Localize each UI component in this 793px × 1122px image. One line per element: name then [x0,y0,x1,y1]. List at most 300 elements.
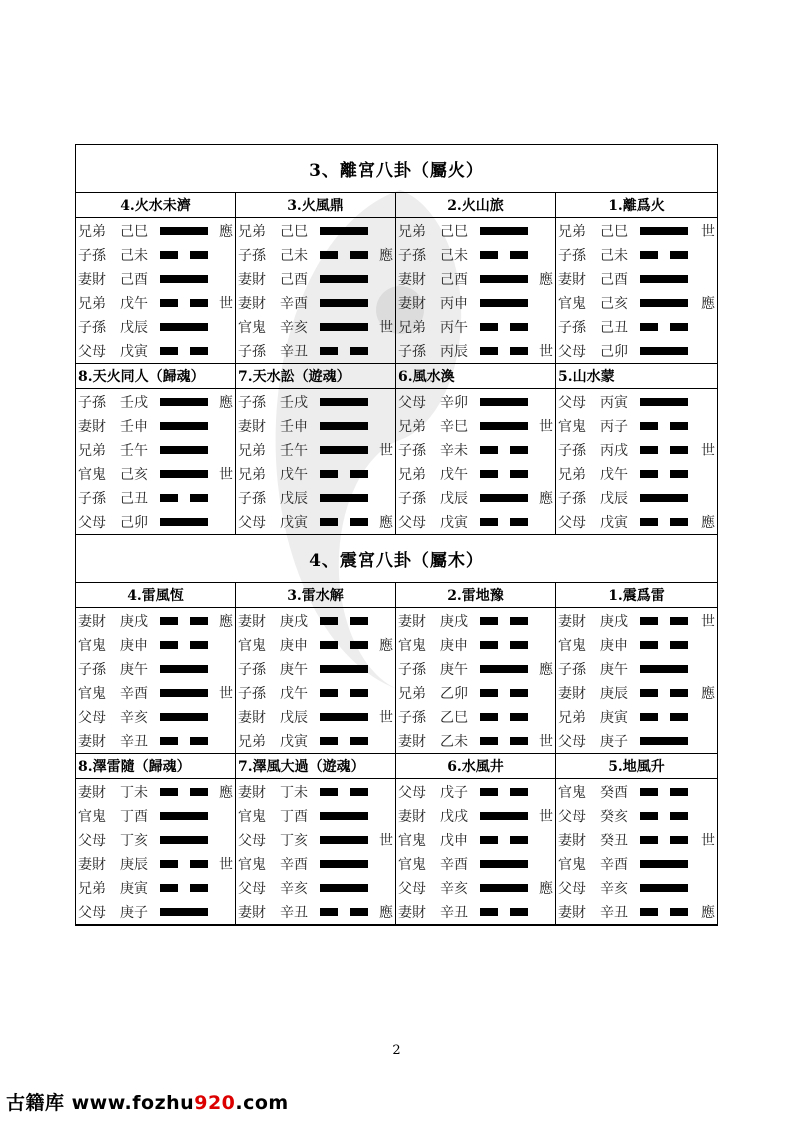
yao-line [396,729,555,753]
yao-line [396,390,555,414]
stem-branch: 辛亥 [600,881,628,897]
yao-line [556,219,717,243]
stem-branch: 戊辰 [600,491,628,507]
yin-line-symbol [480,641,528,649]
stem-branch: 己丑 [120,491,148,507]
yin-line-symbol [640,788,688,796]
yao-line [556,390,717,414]
hexagram-cell [556,754,717,925]
yao-line [556,609,717,633]
yao-line [556,462,717,486]
stem-branch: 庚申 [280,638,308,654]
stem-branch: 丁未 [280,785,308,801]
hexagram-cell [76,193,236,364]
yin-line-symbol [320,347,368,355]
six-relation: 兄弟 [398,686,426,702]
six-relation: 官鬼 [78,467,106,483]
six-relation: 子孫 [238,686,266,702]
six-relation: 官鬼 [558,419,586,435]
yao-line [396,291,555,315]
stem-branch: 己丑 [600,320,628,336]
stem-branch: 戊寅 [600,515,628,531]
yao-line [396,414,555,438]
stem-branch: 己未 [440,248,468,264]
yang-line-symbol [480,275,528,283]
six-relation: 父母 [238,515,266,531]
stem-branch: 辛酉 [280,296,308,312]
yin-line-symbol [480,788,528,796]
six-relation: 兄弟 [398,467,426,483]
stem-branch: 戊寅 [280,515,308,531]
yao-line [396,438,555,462]
yang-line-symbol [640,347,688,355]
six-relation: 子孫 [558,248,586,264]
shi-ying-mark: 應 [539,272,553,288]
yao-line [236,633,395,657]
yao-line [76,339,235,363]
shi-ying-mark: 世 [701,833,715,849]
six-relation: 父母 [558,734,586,750]
stem-branch: 庚午 [280,662,308,678]
six-relation: 子孫 [78,395,106,411]
yao-line [396,219,555,243]
stem-branch: 戊午 [600,467,628,483]
stem-branch: 庚辰 [600,686,628,702]
yao-line [76,267,235,291]
six-relation: 兄弟 [78,296,106,312]
yao-line [396,876,555,900]
six-relation: 父母 [78,905,106,921]
yin-line-symbol [640,422,688,430]
yin-line-symbol [480,518,528,526]
stem-branch: 己卯 [600,344,628,360]
six-relation: 兄弟 [558,710,586,726]
hexagram-cell [76,583,236,754]
hexagram-sheet [75,144,718,926]
stem-branch: 癸酉 [600,785,628,801]
yao-line [76,486,235,510]
six-relation: 子孫 [398,344,426,360]
yao-line [236,900,395,924]
shi-ying-mark: 應 [219,395,233,411]
shi-ying-mark: 應 [379,638,393,654]
six-relation: 官鬼 [78,638,106,654]
yao-line [396,609,555,633]
yao-line [76,876,235,900]
yao-line [396,633,555,657]
yao-line [76,219,235,243]
yin-line-symbol [480,470,528,478]
yao-line [76,633,235,657]
yao-line [76,828,235,852]
stem-branch: 丁未 [120,785,148,801]
yao-line [396,780,555,804]
six-relation: 妻財 [78,857,106,873]
six-relation: 父母 [398,395,426,411]
shi-ying-mark: 應 [379,248,393,264]
stem-branch: 丙寅 [600,395,628,411]
yang-line-symbol [640,299,688,307]
six-relation: 子孫 [398,491,426,507]
yang-line-symbol [640,860,688,868]
stem-branch: 庚戌 [120,614,148,630]
yin-line-symbol [320,788,368,796]
section-title: 4、震宮八卦（屬木） [76,535,717,583]
hexagram-grid [76,583,717,925]
six-relation: 兄弟 [78,443,106,459]
yin-line-symbol [160,860,208,868]
yin-line-symbol [480,713,528,721]
six-relation: 官鬼 [558,785,586,801]
six-relation: 妻財 [558,833,586,849]
stem-branch: 癸丑 [600,833,628,849]
yang-line-symbol [480,422,528,430]
six-relation: 子孫 [238,662,266,678]
stem-branch: 己亥 [600,296,628,312]
stem-branch: 庚申 [600,638,628,654]
six-relation: 子孫 [78,662,106,678]
yang-line-symbol [480,227,528,235]
stem-branch: 壬戌 [120,395,148,411]
yang-line-symbol [160,398,208,406]
hexagram-name: 6.水風井 [396,754,555,779]
six-relation: 子孫 [398,710,426,726]
yang-line-symbol [160,470,208,478]
yao-line [76,510,235,534]
yao-line [76,705,235,729]
yang-line-symbol [160,713,208,721]
six-relation: 官鬼 [398,857,426,873]
yao-line [236,339,395,363]
yang-line-symbol [160,689,208,697]
yin-line-symbol [160,494,208,502]
yang-line-symbol [320,713,368,721]
stem-branch: 庚午 [120,662,148,678]
shi-ying-mark: 應 [539,662,553,678]
yin-line-symbol [160,251,208,259]
hexagram-name: 7.天水訟（遊魂） [236,364,395,389]
yao-line [556,705,717,729]
yin-line-symbol [480,446,528,454]
six-relation: 妻財 [398,809,426,825]
yao-line [236,315,395,339]
shi-ying-mark: 世 [701,224,715,240]
yang-line-symbol [320,884,368,892]
yin-line-symbol [480,323,528,331]
shi-ying-mark: 應 [701,515,715,531]
six-relation: 父母 [238,833,266,849]
hexagram-cell [76,754,236,925]
yang-line-symbol [640,494,688,502]
six-relation: 妻財 [238,272,266,288]
hexagram-name: 5.地風升 [556,754,717,779]
yin-line-symbol [640,641,688,649]
yao-line [556,804,717,828]
footer-number: 920 [194,1092,236,1114]
stem-branch: 壬午 [280,443,308,459]
six-relation: 父母 [558,344,586,360]
hexagram-cell [396,193,556,364]
six-relation: 妻財 [398,296,426,312]
yao-line [556,414,717,438]
yang-line-symbol [640,398,688,406]
yang-line-symbol [320,398,368,406]
yao-line [76,804,235,828]
yao-line [556,438,717,462]
six-relation: 兄弟 [238,734,266,750]
hexagram-cell [236,583,396,754]
yao-line [556,876,717,900]
yao-line [396,510,555,534]
six-relation: 子孫 [558,662,586,678]
yin-line-symbol [480,251,528,259]
yin-line-symbol [480,347,528,355]
six-relation: 兄弟 [238,467,266,483]
six-relation: 父母 [398,785,426,801]
yang-line-symbol [320,494,368,502]
six-relation: 官鬼 [78,809,106,825]
shi-ying-mark: 應 [701,686,715,702]
stem-branch: 庚申 [440,638,468,654]
six-relation: 妻財 [398,614,426,630]
shi-ying-mark: 世 [379,833,393,849]
six-relation: 子孫 [238,248,266,264]
shi-ying-mark: 應 [539,491,553,507]
stem-branch: 辛酉 [120,686,148,702]
yao-line [556,510,717,534]
yao-line [236,729,395,753]
yin-line-symbol [320,617,368,625]
shi-ying-mark: 世 [219,467,233,483]
six-relation: 父母 [558,395,586,411]
hexagram-cell [236,193,396,364]
stem-branch: 己酉 [440,272,468,288]
yang-line-symbol [480,884,528,892]
six-relation: 官鬼 [78,686,106,702]
six-relation: 官鬼 [558,857,586,873]
yang-line-symbol [640,665,688,673]
stem-branch: 辛丑 [120,734,148,750]
yao-line [396,486,555,510]
stem-branch: 戊辰 [280,710,308,726]
hexagram-cell [236,364,396,535]
yao-line [396,657,555,681]
shi-ying-mark: 世 [219,296,233,312]
yao-line [236,804,395,828]
stem-branch: 己巳 [120,224,148,240]
six-relation: 妻財 [78,785,106,801]
six-relation: 子孫 [78,320,106,336]
stem-branch: 己未 [120,248,148,264]
yin-line-symbol [320,518,368,526]
yin-line-symbol [480,689,528,697]
stem-branch: 戊午 [280,467,308,483]
yao-line [396,339,555,363]
stem-branch: 己巳 [440,224,468,240]
shi-ying-mark: 應 [701,905,715,921]
yao-line [76,315,235,339]
shi-ying-mark: 應 [219,785,233,801]
stem-branch: 辛卯 [440,395,468,411]
hexagram-name: 3.火風鼎 [236,193,395,218]
yao-line [556,828,717,852]
hexagram-name: 1.震爲雷 [556,583,717,608]
stem-branch: 己卯 [120,515,148,531]
yin-line-symbol [160,299,208,307]
yin-line-symbol [640,470,688,478]
yang-line-symbol [160,665,208,673]
stem-branch: 庚午 [600,662,628,678]
yin-line-symbol [640,836,688,844]
six-relation: 兄弟 [238,224,266,240]
six-relation: 妻財 [238,419,266,435]
six-relation: 官鬼 [238,809,266,825]
hexagram-name: 7.澤風大過（遊魂） [236,754,395,779]
shi-ying-mark: 世 [701,614,715,630]
six-relation: 父母 [78,515,106,531]
stem-branch: 戊寅 [440,515,468,531]
shi-ying-mark: 世 [379,443,393,459]
yao-line [556,291,717,315]
hexagram-name: 8.澤雷隨（歸魂） [76,754,235,779]
yin-line-symbol [640,713,688,721]
shi-ying-mark: 應 [219,614,233,630]
stem-branch: 辛丑 [600,905,628,921]
yin-line-symbol [320,251,368,259]
hexagram-name: 2.火山旅 [396,193,555,218]
yao-line [76,243,235,267]
yin-line-symbol [480,908,528,916]
hexagram-name: 4.雷風恆 [76,583,235,608]
six-relation: 妻財 [78,734,106,750]
hexagram-cell [396,364,556,535]
yang-line-symbol [160,518,208,526]
yao-line [76,291,235,315]
yin-line-symbol [320,470,368,478]
six-relation: 父母 [398,881,426,897]
six-relation: 父母 [78,710,106,726]
stem-branch: 壬申 [280,419,308,435]
yao-line [396,804,555,828]
six-relation: 妻財 [78,419,106,435]
stem-branch: 庚寅 [120,881,148,897]
stem-branch: 丁酉 [120,809,148,825]
stem-branch: 辛亥 [440,881,468,897]
shi-ying-mark: 世 [379,710,393,726]
stem-branch: 戊午 [120,296,148,312]
six-relation: 父母 [398,515,426,531]
yao-line [236,780,395,804]
yin-line-symbol [160,884,208,892]
shi-ying-mark: 世 [219,857,233,873]
six-relation: 官鬼 [238,638,266,654]
stem-branch: 乙巳 [440,710,468,726]
stem-branch: 壬戌 [280,395,308,411]
yin-line-symbol [640,251,688,259]
stem-branch: 戊戌 [440,809,468,825]
hexagram-cell [556,583,717,754]
hexagram-cell [556,193,717,364]
six-relation: 兄弟 [238,443,266,459]
yao-line [76,609,235,633]
yang-line-symbol [640,884,688,892]
shi-ying-mark: 世 [539,734,553,750]
six-relation: 官鬼 [558,638,586,654]
yang-line-symbol [160,836,208,844]
page-number: 2 [392,1043,401,1058]
shi-ying-mark: 應 [219,224,233,240]
hexagram-name: 3.雷水解 [236,583,395,608]
yao-line [556,339,717,363]
yang-line-symbol [320,227,368,235]
stem-branch: 辛酉 [600,857,628,873]
stem-branch: 壬申 [120,419,148,435]
six-relation: 子孫 [238,395,266,411]
six-relation: 父母 [558,809,586,825]
yao-line [76,657,235,681]
stem-branch: 辛巳 [440,419,468,435]
yao-line [396,852,555,876]
six-relation: 子孫 [558,443,586,459]
hexagram-grid [76,193,717,535]
six-relation: 妻財 [558,272,586,288]
six-relation: 妻財 [558,614,586,630]
footer-banner [6,1088,289,1115]
stem-branch: 丁亥 [120,833,148,849]
yang-line-symbol [480,494,528,502]
hexagram-name: 5.山水蒙 [556,364,717,389]
six-relation: 兄弟 [558,224,586,240]
yin-line-symbol [160,737,208,745]
yang-line-symbol [320,812,368,820]
hexagram-name: 8.天火同人（歸魂） [76,364,235,389]
stem-branch: 辛丑 [280,344,308,360]
yao-line [236,876,395,900]
stem-branch: 辛丑 [280,905,308,921]
yao-line [236,609,395,633]
yao-line [396,900,555,924]
six-relation: 官鬼 [398,638,426,654]
six-relation: 妻財 [238,785,266,801]
six-relation: 子孫 [398,248,426,264]
six-relation: 子孫 [398,662,426,678]
yang-line-symbol [320,836,368,844]
six-relation: 子孫 [398,443,426,459]
six-relation: 兄弟 [558,467,586,483]
yao-line [76,729,235,753]
stem-branch: 乙卯 [440,686,468,702]
six-relation: 兄弟 [398,419,426,435]
yao-line [76,438,235,462]
yao-line [236,486,395,510]
stem-branch: 辛亥 [280,881,308,897]
six-relation: 妻財 [78,614,106,630]
yang-line-symbol [320,665,368,673]
hexagram-cell [236,754,396,925]
yao-line [556,315,717,339]
six-relation: 妻財 [398,734,426,750]
stem-branch: 庚午 [440,662,468,678]
yin-line-symbol [160,788,208,796]
stem-branch: 戊寅 [120,344,148,360]
yang-line-symbol [160,227,208,235]
six-relation: 官鬼 [558,296,586,312]
six-relation: 妻財 [558,905,586,921]
shi-ying-mark: 應 [379,515,393,531]
yang-line-symbol [480,860,528,868]
six-relation: 官鬼 [238,320,266,336]
yao-line [556,729,717,753]
